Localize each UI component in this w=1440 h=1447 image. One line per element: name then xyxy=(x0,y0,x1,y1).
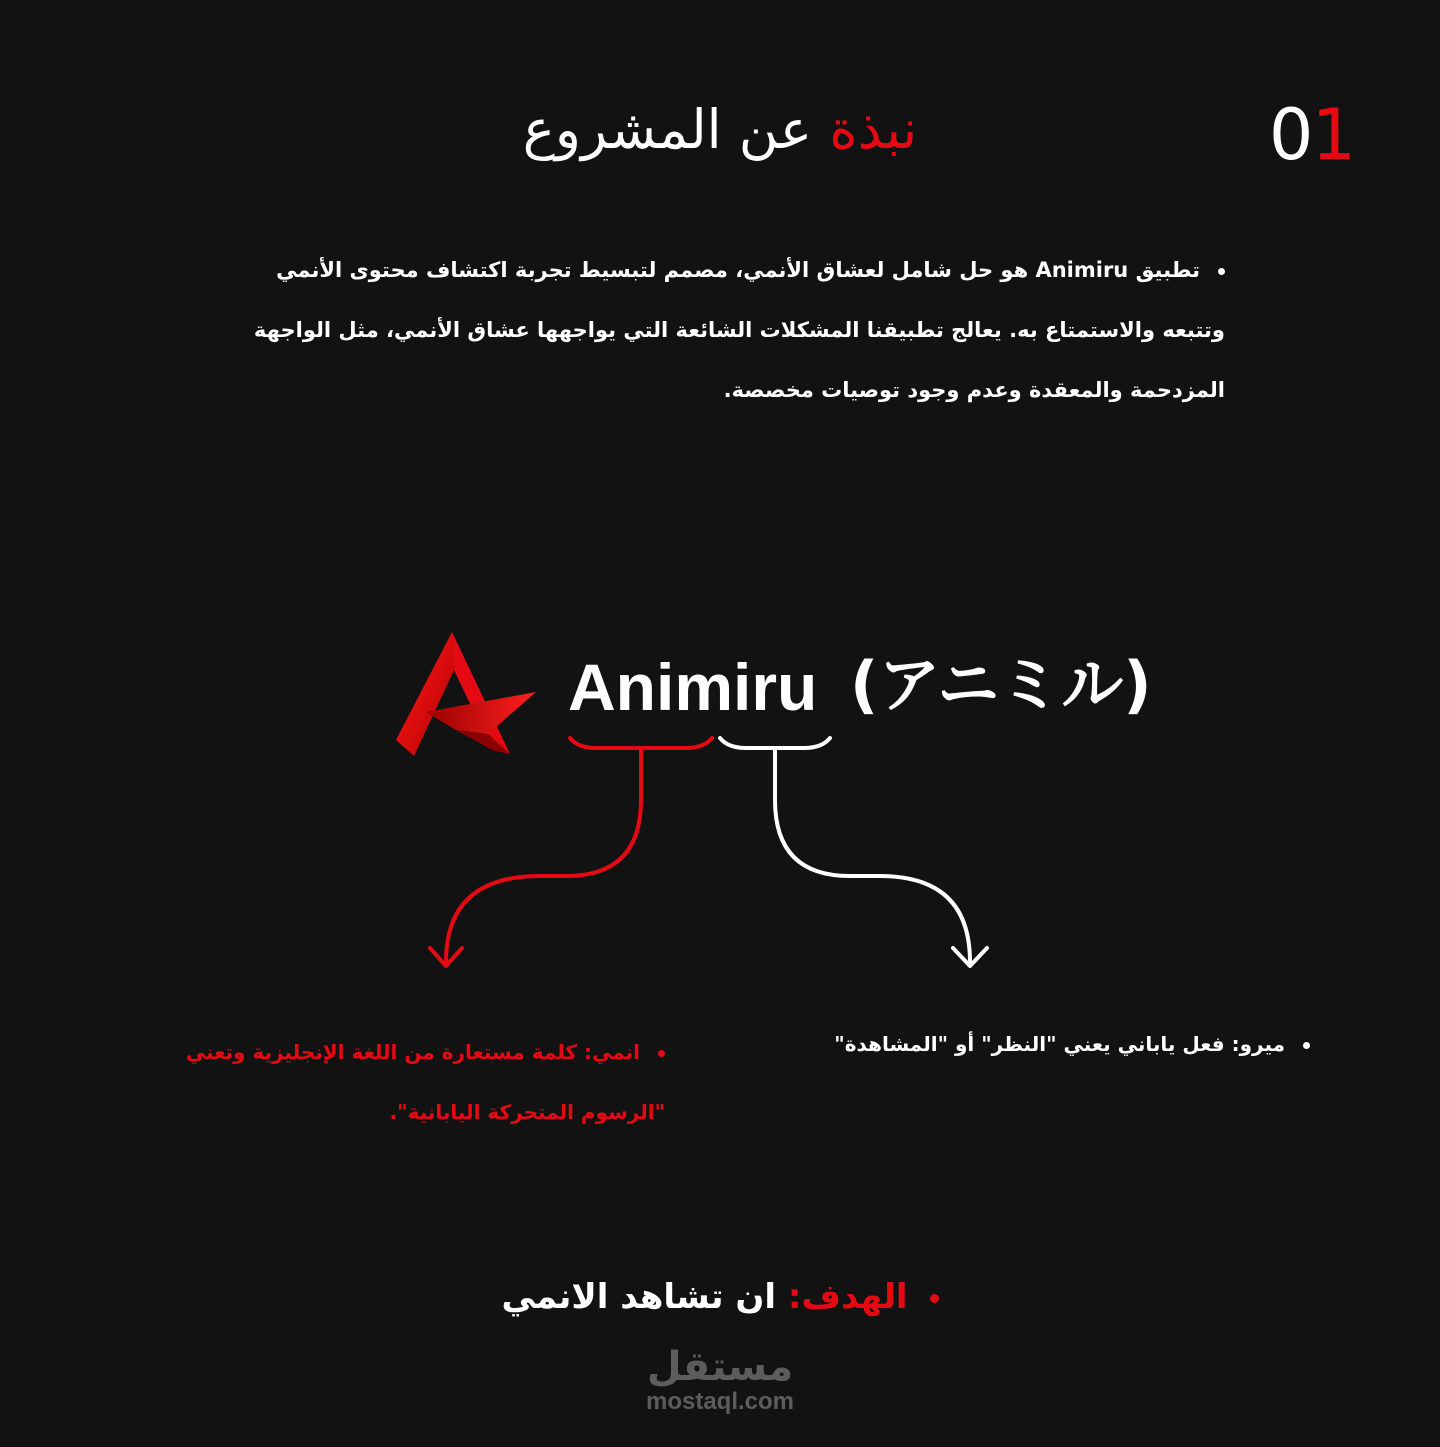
section-number xyxy=(1268,94,1354,176)
meaning-anime-text: انمي: كلمة مستعارة من اللغة الإنجليزية وتعني "الرسوم المتحركة اليابانية". xyxy=(185,1040,665,1124)
page-title xyxy=(440,100,1000,159)
anime-brace xyxy=(570,738,712,748)
meaning-miru-text: ميرو: فعل ياباني يعني "النظر" أو "المشاهدة" xyxy=(834,1032,1285,1056)
section-number-zero: 0 xyxy=(1268,94,1312,176)
section-number-one: 1 xyxy=(1311,94,1354,176)
miru-arrow-path xyxy=(775,750,970,962)
title-rest: عن المشروع xyxy=(522,98,830,161)
bullet-icon xyxy=(1218,268,1225,275)
watermark xyxy=(620,1345,820,1415)
goal-statement xyxy=(420,1272,1020,1322)
anime-arrow-head-icon xyxy=(430,948,462,966)
bullet-icon xyxy=(1303,1042,1310,1049)
watermark-arabic: مستقل xyxy=(646,1344,794,1390)
meaning-miru xyxy=(790,1022,1310,1066)
miru-arrow-head-icon xyxy=(953,948,987,966)
watermark-latin: mostaql.com xyxy=(645,1388,795,1415)
anime-arrow-path xyxy=(446,750,641,962)
bullet-icon xyxy=(930,1294,939,1303)
goal-text: ان تشاهد الانمي xyxy=(501,1277,788,1317)
animiru-logo-icon xyxy=(396,630,538,758)
brand-japanese: (アニミル) xyxy=(850,648,1152,721)
bullet-icon xyxy=(658,1050,665,1057)
intro-text: تطبيق Animiru هو حل شامل لعشاق الأنمي، مصمم لتبسيط تجربة اكتشاف محتوى الأنمي وتتبعه والاستمتاع به. يعالج تطبيقنا المشكلات الشائعة التي يواجهها عشاق الأنمي، مثل الواجهة المزدحمة والمعقدة وعدم وجود توصيات مخصصة. xyxy=(253,258,1225,402)
meaning-anime xyxy=(140,1022,665,1142)
title-accent: نبذة xyxy=(829,98,918,161)
goal-label: الهدف: xyxy=(787,1277,908,1317)
brand-name: Animiru xyxy=(568,650,818,724)
intro-paragraph xyxy=(250,240,1225,420)
miru-brace xyxy=(720,738,830,748)
